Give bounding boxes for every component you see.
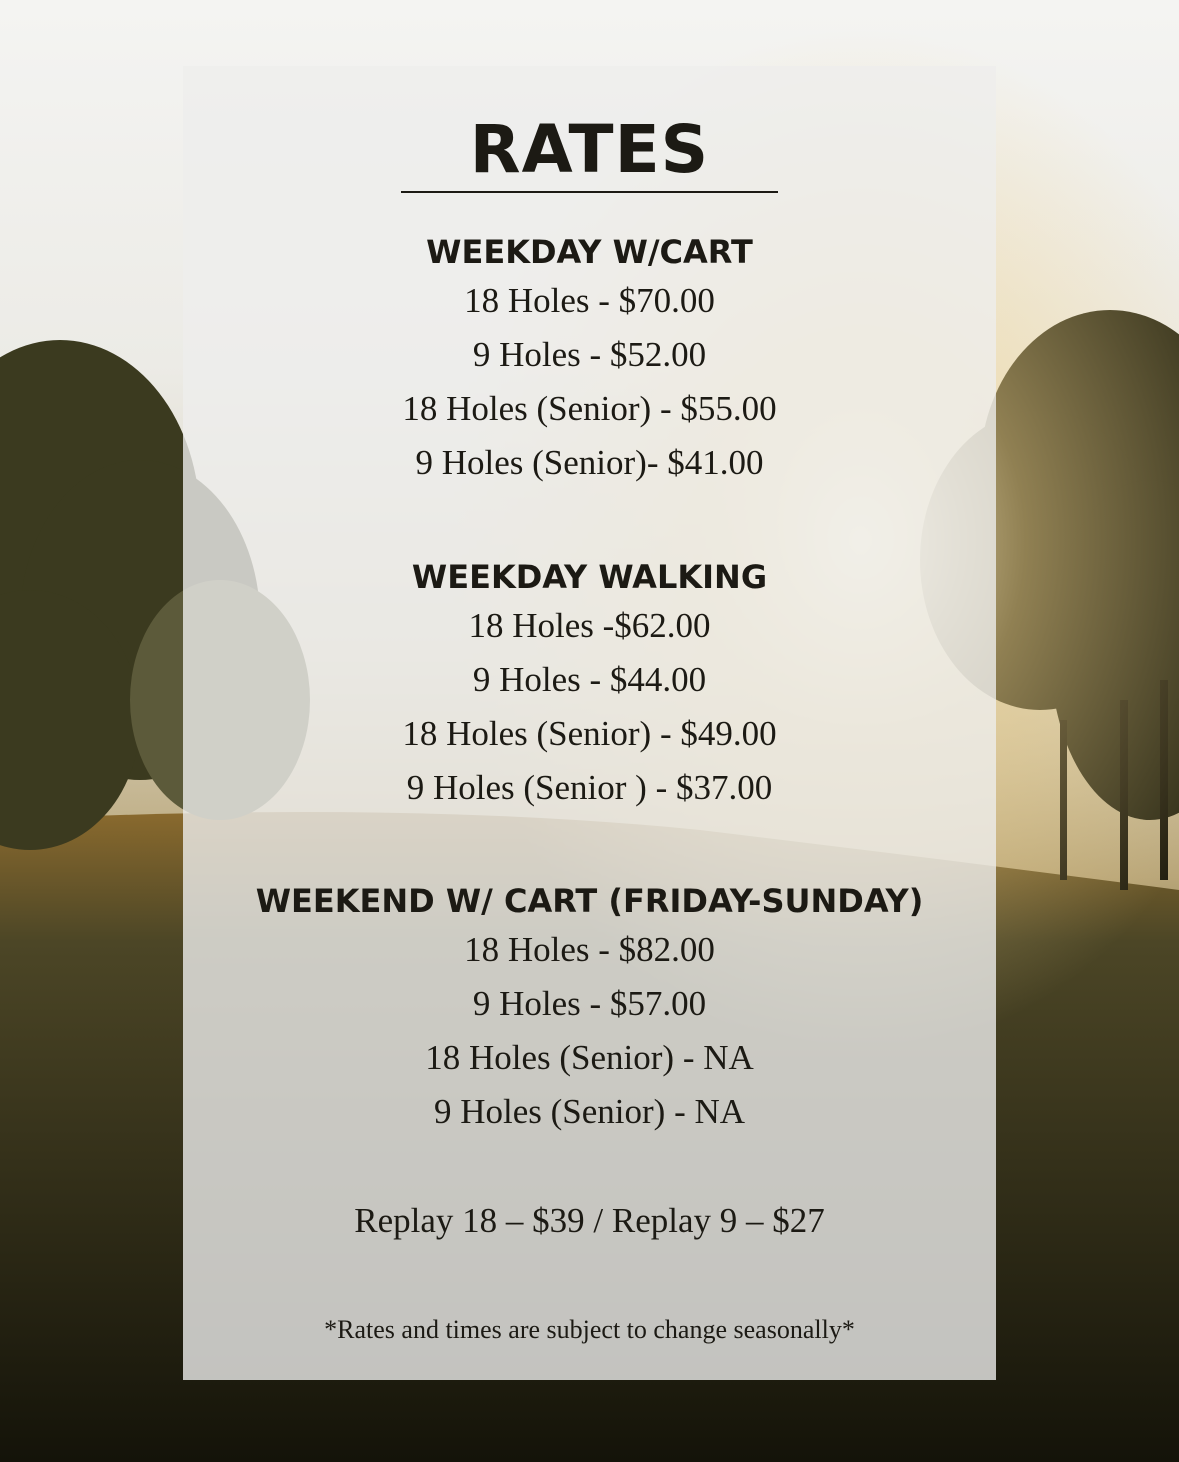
rate-line: 18 Holes - $70.00: [464, 281, 715, 320]
section-weekday-cart: [183, 230, 996, 490]
page-title: RATES: [469, 111, 710, 188]
rate-line: 9 Holes - $52.00: [472, 335, 707, 374]
rate-line: 18 Holes (Senior) - NA: [425, 1038, 754, 1077]
section-heading: WEEKDAY WALKING: [411, 558, 768, 596]
seasonal-note: *Rates and times are subject to change seasonally*: [324, 1315, 855, 1344]
section-heading: WEEKDAY W/CART: [426, 233, 753, 271]
rates-panel: [183, 66, 996, 1380]
rate-line: 18 Holes (Senior) - $49.00: [402, 714, 777, 753]
section-heading: WEEKEND W/ CART (FRIDAY-SUNDAY): [255, 882, 924, 920]
rate-line: 18 Holes - $82.00: [464, 930, 715, 969]
rate-line: 9 Holes (Senior)- $41.00: [415, 443, 764, 482]
section-weekday-walking: [183, 555, 996, 815]
rate-line: 9 Holes (Senior ) - $37.00: [406, 768, 773, 807]
title-divider: [401, 191, 778, 193]
section-weekend-cart: [183, 879, 996, 1139]
rate-line: 18 Holes -$62.00: [468, 606, 711, 645]
rate-line: 9 Holes (Senior) - NA: [433, 1092, 746, 1131]
replay-rates: Replay 18 – $39 / Replay 9 – $27: [354, 1201, 825, 1240]
rate-line: 9 Holes - $44.00: [472, 660, 707, 699]
rate-line: 9 Holes - $57.00: [472, 984, 707, 1023]
rate-line: 18 Holes (Senior) - $55.00: [402, 389, 777, 428]
